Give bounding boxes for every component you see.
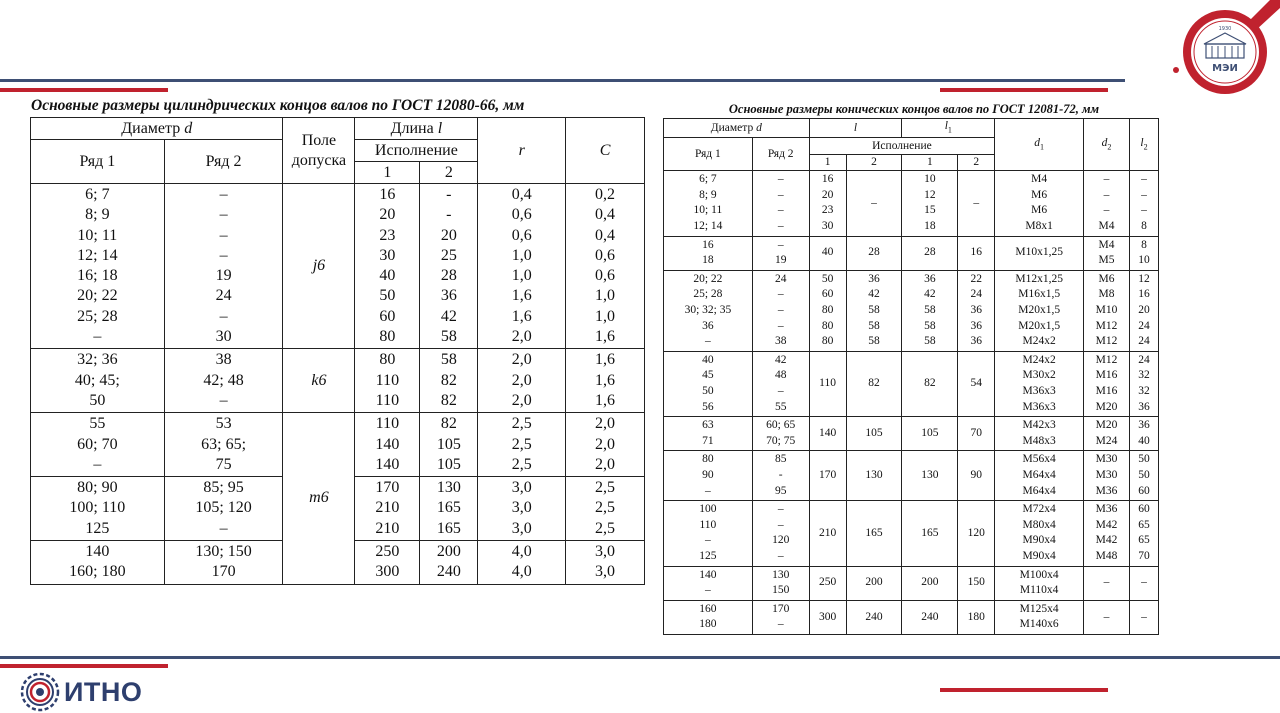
- l-exec2-cell: 165: [846, 501, 902, 566]
- l2-cell: –: [1130, 566, 1159, 600]
- mei-logo-text: МЭИ: [1212, 63, 1238, 74]
- l-exec2-cell: 130: [846, 451, 902, 501]
- row1-cell: 63 71: [664, 417, 753, 451]
- d1-cell: M72x4 M80x4 M90x4 M90x4: [995, 501, 1084, 566]
- row1-cell: 140 160; 180: [31, 541, 165, 585]
- table-row: [664, 417, 1159, 451]
- d2-cell: –: [1084, 600, 1130, 634]
- l1-exec1-cell: 10 12 15 18: [902, 171, 958, 236]
- l-exec2-cell: 28: [846, 236, 902, 270]
- row2-cell: 38 42; 48 –: [164, 349, 283, 413]
- l1-exec1-cell: 82: [902, 351, 958, 416]
- itno-logo-text: ИТНО: [64, 676, 143, 707]
- table-row: [664, 451, 1159, 501]
- l2-header: $l_2$: [1130, 119, 1159, 171]
- row1-header: Ряд 1: [664, 138, 753, 171]
- r-cell: 2,5 2,5 2,5: [478, 413, 566, 477]
- row2-header: Ряд 2: [752, 138, 809, 171]
- d2-cell: M20 M24: [1084, 417, 1130, 451]
- d2-cell: M6 M8 M10 M12 M12: [1084, 270, 1130, 351]
- d1-cell: M10x1,25: [995, 236, 1084, 270]
- d1-cell: M56x4 M64x4 M64x4: [995, 451, 1084, 501]
- table-row: [664, 351, 1159, 416]
- l2-cell: –: [1130, 600, 1159, 634]
- bottom-divider-line: [0, 656, 1280, 659]
- exec-header: 2: [958, 155, 995, 171]
- r-cell: 0,4 0,6 0,6 1,0 1,0 1,6 1,6 2,0: [478, 184, 566, 349]
- top-accent-line-right: [940, 88, 1108, 92]
- length1-cell: 110 140 140: [355, 413, 420, 477]
- diameter-header: Диаметр d: [664, 119, 810, 138]
- exec-header: 1: [809, 155, 846, 171]
- l-header: l: [809, 119, 902, 138]
- d2-cell: M36 M42 M42 M48: [1084, 501, 1130, 566]
- c-cell: 0,2 0,4 0,4 0,6 0,6 1,0 1,0 1,6: [566, 184, 645, 349]
- row1-cell: 20; 22 25; 28 30; 32; 35 36 –: [664, 270, 753, 351]
- table-row: [664, 171, 1159, 236]
- l-exec2-cell: 105: [846, 417, 902, 451]
- d2-cell: M4 M5: [1084, 236, 1130, 270]
- l1-exec1-cell: 200: [902, 566, 958, 600]
- row1-cell: 40 45 50 56: [664, 351, 753, 416]
- cylindrical-shaft-table: [30, 117, 645, 585]
- length1-cell: 80 110 110: [355, 349, 420, 413]
- conical-shaft-table: [663, 118, 1159, 635]
- d1-cell: M100x4 M110x4: [995, 566, 1084, 600]
- d2-cell: –: [1084, 566, 1130, 600]
- row1-cell: 80 90 –: [664, 451, 753, 501]
- l-exec1-cell: 50 60 80 80 80: [809, 270, 846, 351]
- length1-cell: 250 300: [355, 541, 420, 585]
- length2-cell: 58 82 82: [420, 349, 478, 413]
- l-exec2-cell: 200: [846, 566, 902, 600]
- l1-exec1-cell: 36 42 58 58 58: [902, 270, 958, 351]
- top-divider-line: [0, 79, 1125, 82]
- d2-header: $d_2$: [1084, 119, 1130, 171]
- row1-cell: 6; 7 8; 9 10; 11 12; 14 16; 18 20; 22 25; 28 –: [31, 184, 165, 349]
- l1-exec2-cell: 22 24 36 36 36: [958, 270, 995, 351]
- row1-cell: 55 60; 70 –: [31, 413, 165, 477]
- l1-exec2-cell: 16: [958, 236, 995, 270]
- row1-cell: 140 –: [664, 566, 753, 600]
- row2-cell: 130 150: [752, 566, 809, 600]
- execution-header: Исполнение: [355, 140, 478, 162]
- d2-cell: M12 M16 M16 M20: [1084, 351, 1130, 416]
- l-exec1-cell: 300: [809, 600, 846, 634]
- table-row: [31, 413, 645, 477]
- l2-cell: 8 10: [1130, 236, 1159, 270]
- row2-cell: 170 –: [752, 600, 809, 634]
- l1-exec1-cell: 105: [902, 417, 958, 451]
- l-exec2-cell: 82: [846, 351, 902, 416]
- row1-cell: 160 180: [664, 600, 753, 634]
- l1-exec2-cell: 70: [958, 417, 995, 451]
- d1-cell: M12x1,25 M16x1,5 M20x1,5 M20x1,5 M24x2: [995, 270, 1084, 351]
- row2-cell: 60; 65 70; 75: [752, 417, 809, 451]
- table-row: [31, 349, 645, 413]
- row2-cell: 130; 150 170: [164, 541, 283, 585]
- row2-cell: – – – –: [752, 171, 809, 236]
- top-accent-line-left: [0, 88, 168, 92]
- tolerance-header: Поле допуска: [283, 118, 355, 184]
- l1-exec2-cell: 90: [958, 451, 995, 501]
- length-header: Длина l: [355, 118, 478, 140]
- length2-cell: 130 165 165: [420, 477, 478, 541]
- l1-exec1-cell: 165: [902, 501, 958, 566]
- c-header: C: [566, 118, 645, 184]
- d1-cell: M42x3 M48x3: [995, 417, 1084, 451]
- row1-cell: 80; 90 100; 110 125: [31, 477, 165, 541]
- l2-cell: 24 32 32 36: [1130, 351, 1159, 416]
- c-cell: 2,0 2,0 2,0: [566, 413, 645, 477]
- l2-cell: 12 16 20 24 24: [1130, 270, 1159, 351]
- l1-exec1-cell: 130: [902, 451, 958, 501]
- row2-cell: 24 – – – 38: [752, 270, 809, 351]
- l-exec1-cell: 170: [809, 451, 846, 501]
- row1-header: Ряд 1: [31, 140, 165, 184]
- mei-logo: [1170, 0, 1280, 100]
- tolerance-cell: m6: [283, 413, 355, 584]
- d2-cell: – – – M4: [1084, 171, 1130, 236]
- r-cell: 2,0 2,0 2,0: [478, 349, 566, 413]
- row2-cell: – – 120 –: [752, 501, 809, 566]
- row2-cell: 42 48 – 55: [752, 351, 809, 416]
- row2-cell: 85; 95 105; 120 –: [164, 477, 283, 541]
- exec-header: 2: [846, 155, 902, 171]
- table-row: [664, 600, 1159, 634]
- row1-cell: 16 18: [664, 236, 753, 270]
- row2-cell: – – – – 19 24 – 30: [164, 184, 283, 349]
- r-cell: 4,0 4,0: [478, 541, 566, 585]
- l-exec2-cell: 240: [846, 600, 902, 634]
- l-exec2-cell: 36 42 58 58 58: [846, 270, 902, 351]
- l-exec1-cell: 110: [809, 351, 846, 416]
- d1-cell: M4 M6 M6 M8x1: [995, 171, 1084, 236]
- l1-header: $l_1$: [902, 119, 995, 138]
- c-cell: 2,5 2,5 2,5: [566, 477, 645, 541]
- l-exec1-cell: 40: [809, 236, 846, 270]
- l1-exec2-cell: 54: [958, 351, 995, 416]
- d1-cell: M125x4 M140x6: [995, 600, 1084, 634]
- exec-header: 1: [902, 155, 958, 171]
- l1-exec2-cell: –: [958, 171, 995, 236]
- l-exec1-cell: 16 20 23 30: [809, 171, 846, 236]
- c-cell: 3,0 3,0: [566, 541, 645, 585]
- itno-logo: [20, 672, 142, 712]
- l1-exec1-cell: 240: [902, 600, 958, 634]
- table-row: [664, 566, 1159, 600]
- conical-table-title: Основные размеры конических концов валов по ГОСТ 12081-72, мм: [728, 102, 1100, 116]
- bottom-accent-line-left: [0, 664, 168, 668]
- row2-cell: 85 - 95: [752, 451, 809, 501]
- cylindrical-table-title: Основные размеры цилиндрических концов валов по ГОСТ 12080-66, мм: [31, 97, 525, 114]
- d1-header: $d_1$: [995, 119, 1084, 171]
- row2-cell: 53 63; 65; 75: [164, 413, 283, 477]
- execution-header: Исполнение: [809, 138, 995, 155]
- l-exec1-cell: 140: [809, 417, 846, 451]
- diameter-header: Диаметр d: [31, 118, 283, 140]
- l-exec1-cell: 210: [809, 501, 846, 566]
- l1-exec1-cell: 28: [902, 236, 958, 270]
- d2-cell: M30 M30 M36: [1084, 451, 1130, 501]
- row2-cell: – 19: [752, 236, 809, 270]
- l1-exec2-cell: 180: [958, 600, 995, 634]
- length1-cell: 170 210 210: [355, 477, 420, 541]
- l-exec2-cell: –: [846, 171, 902, 236]
- exec1-header: 1: [355, 162, 420, 184]
- r-header: r: [478, 118, 566, 184]
- length2-cell: 200 240: [420, 541, 478, 585]
- row1-cell: 100 110 – 125: [664, 501, 753, 566]
- exec2-header: 2: [420, 162, 478, 184]
- l1-exec2-cell: 120: [958, 501, 995, 566]
- table-row: [664, 270, 1159, 351]
- tolerance-cell: k6: [283, 349, 355, 413]
- d1-cell: M24x2 M30x2 M36x3 M36x3: [995, 351, 1084, 416]
- gear-icon: [20, 672, 60, 712]
- tolerance-cell: j6: [283, 184, 355, 349]
- length2-cell: 82 105 105: [420, 413, 478, 477]
- row1-cell: 32; 36 40; 45; 50: [31, 349, 165, 413]
- length2-cell: - - 20 25 28 36 42 58: [420, 184, 478, 349]
- l1-exec2-cell: 150: [958, 566, 995, 600]
- l-exec1-cell: 250: [809, 566, 846, 600]
- l2-cell: 60 65 65 70: [1130, 501, 1159, 566]
- c-cell: 1,6 1,6 1,6: [566, 349, 645, 413]
- mei-logo-year: 1930: [1218, 26, 1232, 32]
- bottom-accent-line-right: [940, 688, 1108, 692]
- row2-header: Ряд 2: [164, 140, 283, 184]
- length1-cell: 16 20 23 30 40 50 60 80: [355, 184, 420, 349]
- table-row: [664, 236, 1159, 270]
- r-cell: 3,0 3,0 3,0: [478, 477, 566, 541]
- l2-cell: – – – 8: [1130, 171, 1159, 236]
- table-row: [664, 501, 1159, 566]
- l2-cell: 36 40: [1130, 417, 1159, 451]
- l2-cell: 50 50 60: [1130, 451, 1159, 501]
- row1-cell: 6; 7 8; 9 10; 11 12; 14: [664, 171, 753, 236]
- table-row: [31, 184, 645, 349]
